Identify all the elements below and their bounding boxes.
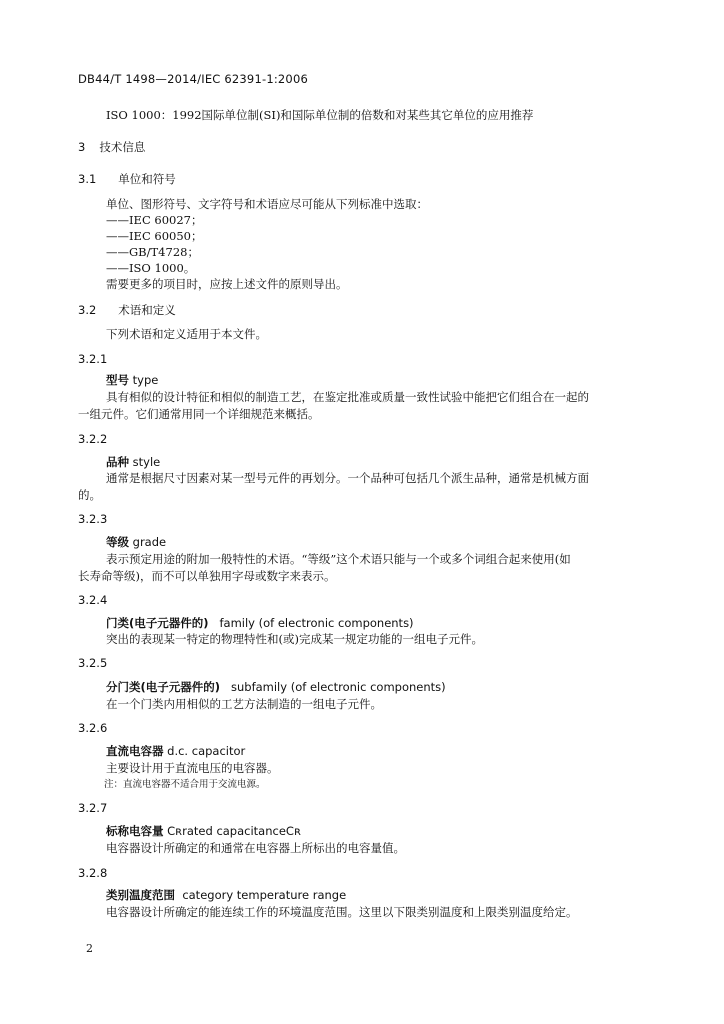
standard-list-item: ——IEC 60050； [106,229,203,243]
section-3-2-heading [78,303,176,317]
term-title-rated-capacitance [106,824,301,838]
term-definition-cont: 一组元件。它们通常用同一个详细规范来概括。 [78,407,320,421]
term-title-dc-capacitor [106,744,245,758]
section-number: 3 [78,140,86,154]
section-number: 3.2 [78,303,97,317]
units-outro: 需要更多的项目时，应按上述文件的原则导出。 [106,277,348,291]
term-zh: 分门类(电子元器件的) [106,680,221,694]
term-zh: 类别温度范围 [106,888,175,902]
term-en: grade [132,535,167,549]
term-en: family (of electronic components) [219,616,414,630]
term-definition: 电容器设计所确定的能连续工作的环境温度范围。这里以下限类别温度和上限类别温度给定。 [106,905,578,919]
term-definition: 突出的表现某一特定的物理特性和(或)完成某一规定功能的一组电子元件。 [106,632,483,646]
section-number: 3.1 [78,172,97,186]
term-note: 注：直流电容器不适合用于交流电源。 [104,779,266,790]
term-number: 3.2.8 [78,866,108,880]
units-intro: 单位、图形符号、文字符号和术语应尽可能从下列标准中选取： [106,197,428,211]
term-definition: 通常是根据尺寸因素对某一型号元件的再划分。一个品种可包括几个派生品种，通常是机械方面 [106,471,589,485]
term-definition: 具有相似的设计特征和相似的制造工艺，在鉴定批准或质量一致性试验中能把它们组合在一起的 [106,390,589,404]
standard-list-item: ——ISO 1000。 [106,261,196,275]
term-number: 3.2.6 [78,721,108,735]
term-number: 3.2.4 [78,593,108,607]
term-title-category-temperature-range [106,888,346,902]
standard-list-item: ——GB/T4728； [106,245,199,259]
term-title-style [106,455,160,469]
term-zh: 直流电容器 [106,744,164,758]
term-zh: 品种 [106,455,129,469]
term-number: 3.2.1 [78,352,108,366]
term-en: subfamily (of electronic components) [230,680,446,694]
section-3-1-heading [78,172,176,186]
term-en: Cʀrated capacitanceCʀ [167,824,301,838]
section-title: 术语和定义 [118,303,176,317]
term-zh: 等级 [106,535,129,549]
term-definition-cont: 长寿命等级)，而不可以单独用字母或数字来表示。 [78,569,336,583]
term-number: 3.2.5 [78,656,108,670]
page-number: 2 [86,942,93,955]
term-en: d.c. capacitor [167,744,246,758]
term-zh: 门类(电子元器件的) [106,616,209,630]
term-title-type [106,373,158,387]
section-title: 单位和符号 [118,172,176,186]
term-number: 3.2.3 [78,512,108,526]
term-en: style [132,455,161,469]
term-definition: 在一个门类内用相似的工艺方法制造的一组电子元件。 [106,697,382,711]
term-title-grade [106,535,166,549]
term-title-subfamily [106,680,446,694]
terms-intro: 下列术语和定义适用于本文件。 [106,327,267,341]
section-3-heading [78,140,145,154]
document-header: DB44/T 1498—2014/IEC 62391-1:2006 [78,72,308,86]
term-number: 3.2.7 [78,801,108,815]
term-zh: 型号 [106,373,129,387]
section-title: 技术信息 [99,140,146,154]
term-zh: 标称电容量 [106,824,164,838]
term-definition: 主要设计用于直流电压的电容器。 [106,761,279,775]
term-number: 3.2.2 [78,432,108,446]
standard-list-item: ——IEC 60027； [106,213,203,227]
term-en: category temperature range [182,888,347,902]
term-title-family [106,616,414,630]
term-definition: 电容器设计所确定的和通常在电容器上所标出的电容量值。 [106,841,405,855]
term-definition: 表示预定用途的附加一般特性的术语。“等级”这个术语只能与一个或多个词组合起来使用(如 [106,552,571,566]
reference-iso-1000: ISO 1000：1992国际单位制(SI)和国际单位制的倍数和对某些其它单位的应用推荐 [106,108,534,122]
term-definition-cont: 的。 [78,488,101,502]
term-en: type [132,373,159,387]
